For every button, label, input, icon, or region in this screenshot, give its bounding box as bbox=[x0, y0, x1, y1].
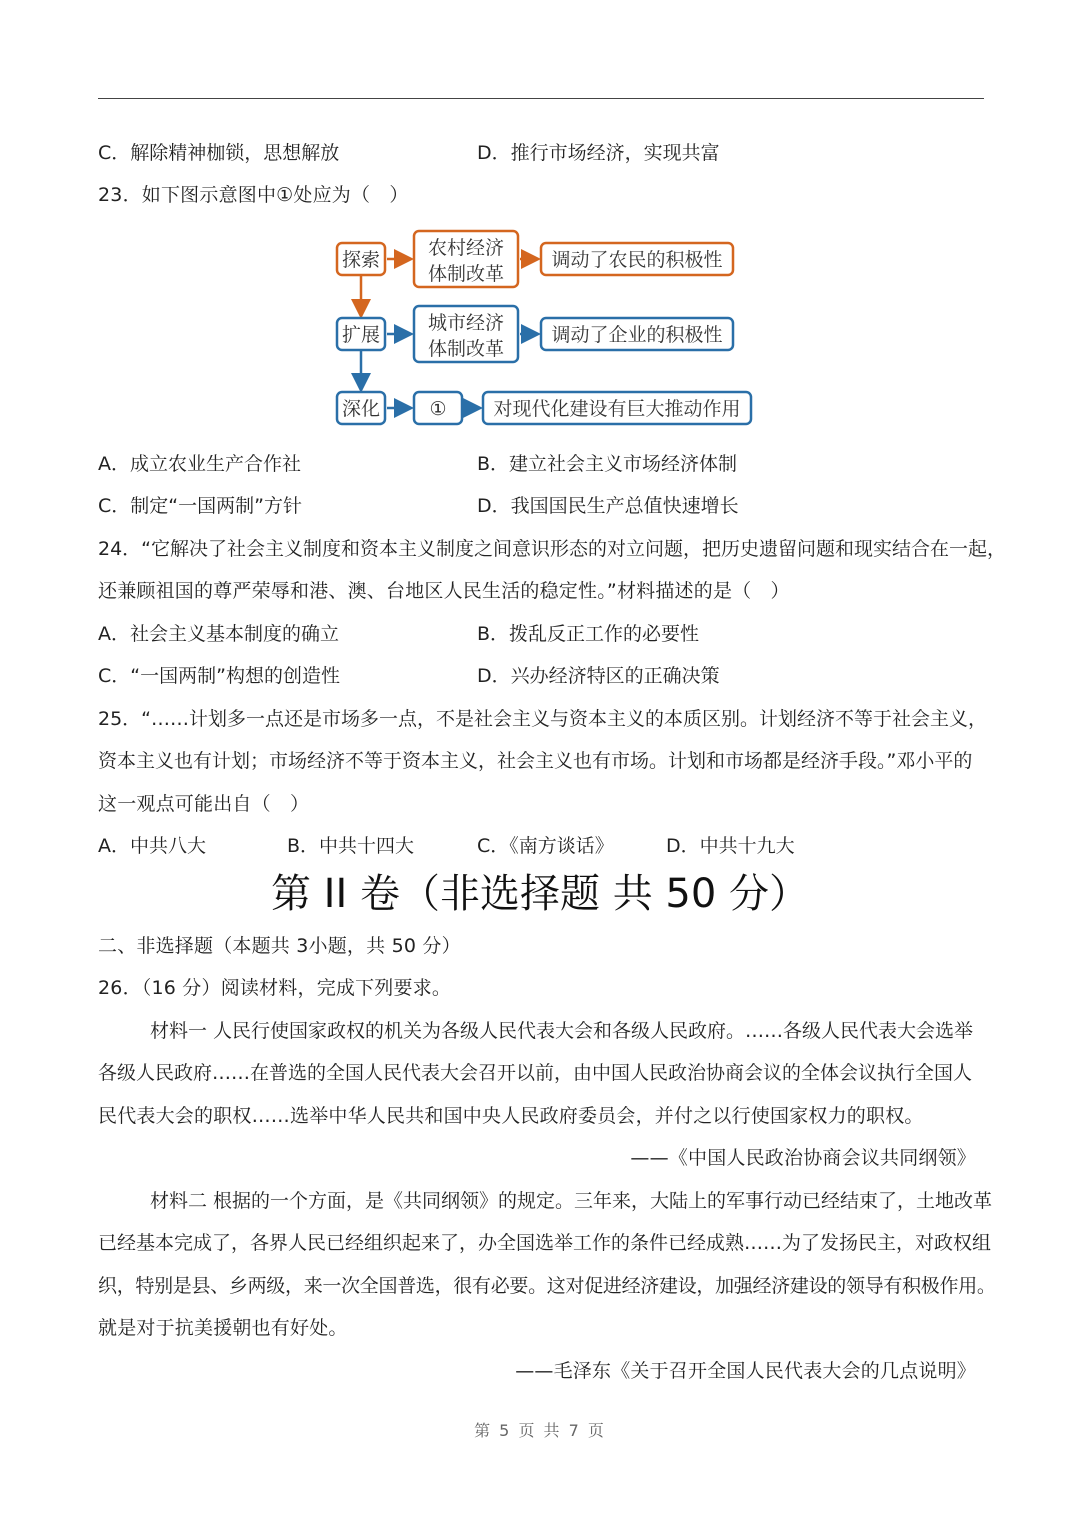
q25-stem-line2: 资本主义也有计划；市场经济不等于资本主义，社会主义也有市场。计划和市场都是经济手段。”邓小平的 bbox=[98, 750, 973, 772]
stage-label-deepen: 深化 bbox=[341, 398, 381, 420]
q24-stem-line1: 24．“它解决了社会主义制度和资本主义制度之间意识形态的对立问题，把历史遗留问题和现实结合在一起， bbox=[98, 538, 1007, 560]
q26-material2-line3: 织，特别是县、乡两级，来一次全国普选，很有必要。这对促进经济建设，加强经济建设的领导有积极作用。 bbox=[98, 1275, 996, 1297]
q26-material1-line2: 各级人民政府……在普选的全国人民代表大会召开以前，由中国人民政治协商会议的全体会议执行全国人 bbox=[98, 1062, 973, 1084]
q25-option-c[interactable]: C．《南方谈话》 bbox=[477, 835, 614, 857]
q24-option-c[interactable]: C．“一国两制”构想的创造性 bbox=[98, 665, 340, 687]
q22-option-d[interactable]: D．推行市场经济，实现共富 bbox=[477, 142, 720, 164]
q26-material1-line1: 材料一 人民行使国家政权的机关为各级人民代表大会和各级人民政府。……各级人民代表大会选举 bbox=[150, 1020, 974, 1042]
q24-option-a[interactable]: A．社会主义基本制度的确立 bbox=[98, 623, 339, 645]
q25-stem-line1: 25．“……计划多一点还是市场多一点，不是社会主义与资本主义的本质区别。计划经济不等于社会主义， bbox=[98, 708, 988, 730]
q26-material1-source: ——《中国人民政治协商会议共同纲领》 bbox=[630, 1147, 976, 1169]
q23-option-b[interactable]: B．建立社会主义市场经济体制 bbox=[477, 453, 738, 475]
q25-option-d[interactable]: D．中共十九大 bbox=[666, 835, 795, 857]
reform-label-rural-2: 体制改革 bbox=[427, 263, 505, 285]
q26-material2-source: ——毛泽东《关于召开全国人民代表大会的几点说明》 bbox=[515, 1360, 976, 1382]
part2-section-heading: 二、非选择题（本题共 3小题，共 50 分） bbox=[98, 935, 461, 957]
stage-label-explore: 探索 bbox=[341, 249, 381, 271]
q24-option-b[interactable]: B．拨乱反正工作的必要性 bbox=[477, 623, 700, 645]
q24-option-d[interactable]: D．兴办经济特区的正确决策 bbox=[477, 665, 720, 687]
effect-label-farmers: 调动了农民的积极性 bbox=[551, 249, 723, 271]
header-rule bbox=[98, 98, 984, 99]
page-number: 第 5 页 共 7 页 bbox=[474, 1421, 606, 1440]
q23-option-a[interactable]: A．成立农业生产合作社 bbox=[98, 453, 301, 475]
q26-material2-line4: 就是对于抗美援朝也有好处。 bbox=[98, 1317, 348, 1339]
q26-material2-line1: 材料二 根据的一个方面，是《共同纲领》的规定。三年来，大陆上的军事行动已经结束了，土地改革 bbox=[150, 1190, 993, 1212]
q22-option-c[interactable]: C．解除精神枷锁，思想解放 bbox=[98, 142, 340, 164]
q25-option-b[interactable]: B．中共十四大 bbox=[287, 835, 415, 857]
q25-option-a[interactable]: A．中共八大 bbox=[98, 835, 206, 857]
reform-label-rural-1: 农村经济 bbox=[427, 237, 505, 259]
reform-flow-diagram bbox=[330, 226, 760, 430]
effect-label-modernization: 对现代化建设有巨大推动作用 bbox=[493, 398, 741, 420]
stage-label-expand: 扩展 bbox=[341, 324, 381, 346]
q24-stem-line2: 还兼顾祖国的尊严荣辱和港、澳、台地区人民生活的稳定性。”材料描述的是（ ） bbox=[98, 580, 790, 602]
q23-stem: 23．如下图示意图中①处应为（ ） bbox=[98, 184, 409, 206]
reform-label-urban-1: 城市经济 bbox=[427, 312, 505, 334]
q23-option-d[interactable]: D．我国国民生产总值快速增长 bbox=[477, 495, 739, 517]
q26-material2-line2: 已经基本完成了，各界人民已经组织起来了，办全国选举工作的条件已经成熟……为了发扬民主，对政权组 bbox=[98, 1232, 992, 1254]
q26-material1-line3: 民代表大会的职权……选举中华人民共和国中央人民政府委员会，并付之以行使国家权力的职权。 bbox=[98, 1105, 924, 1127]
part2-title: 第 II 卷（非选择题 共 50 分） bbox=[270, 871, 810, 917]
reform-label-blank: ① bbox=[429, 398, 447, 420]
effect-label-enterprises: 调动了企业的积极性 bbox=[551, 324, 723, 346]
q23-option-c[interactable]: C．制定“一国两制”方针 bbox=[98, 495, 302, 517]
q26-stem: 26．（16 分）阅读材料，完成下列要求。 bbox=[98, 977, 452, 999]
q25-stem-line3: 这一观点可能出自（ ） bbox=[98, 793, 310, 815]
reform-label-urban-2: 体制改革 bbox=[427, 338, 505, 360]
